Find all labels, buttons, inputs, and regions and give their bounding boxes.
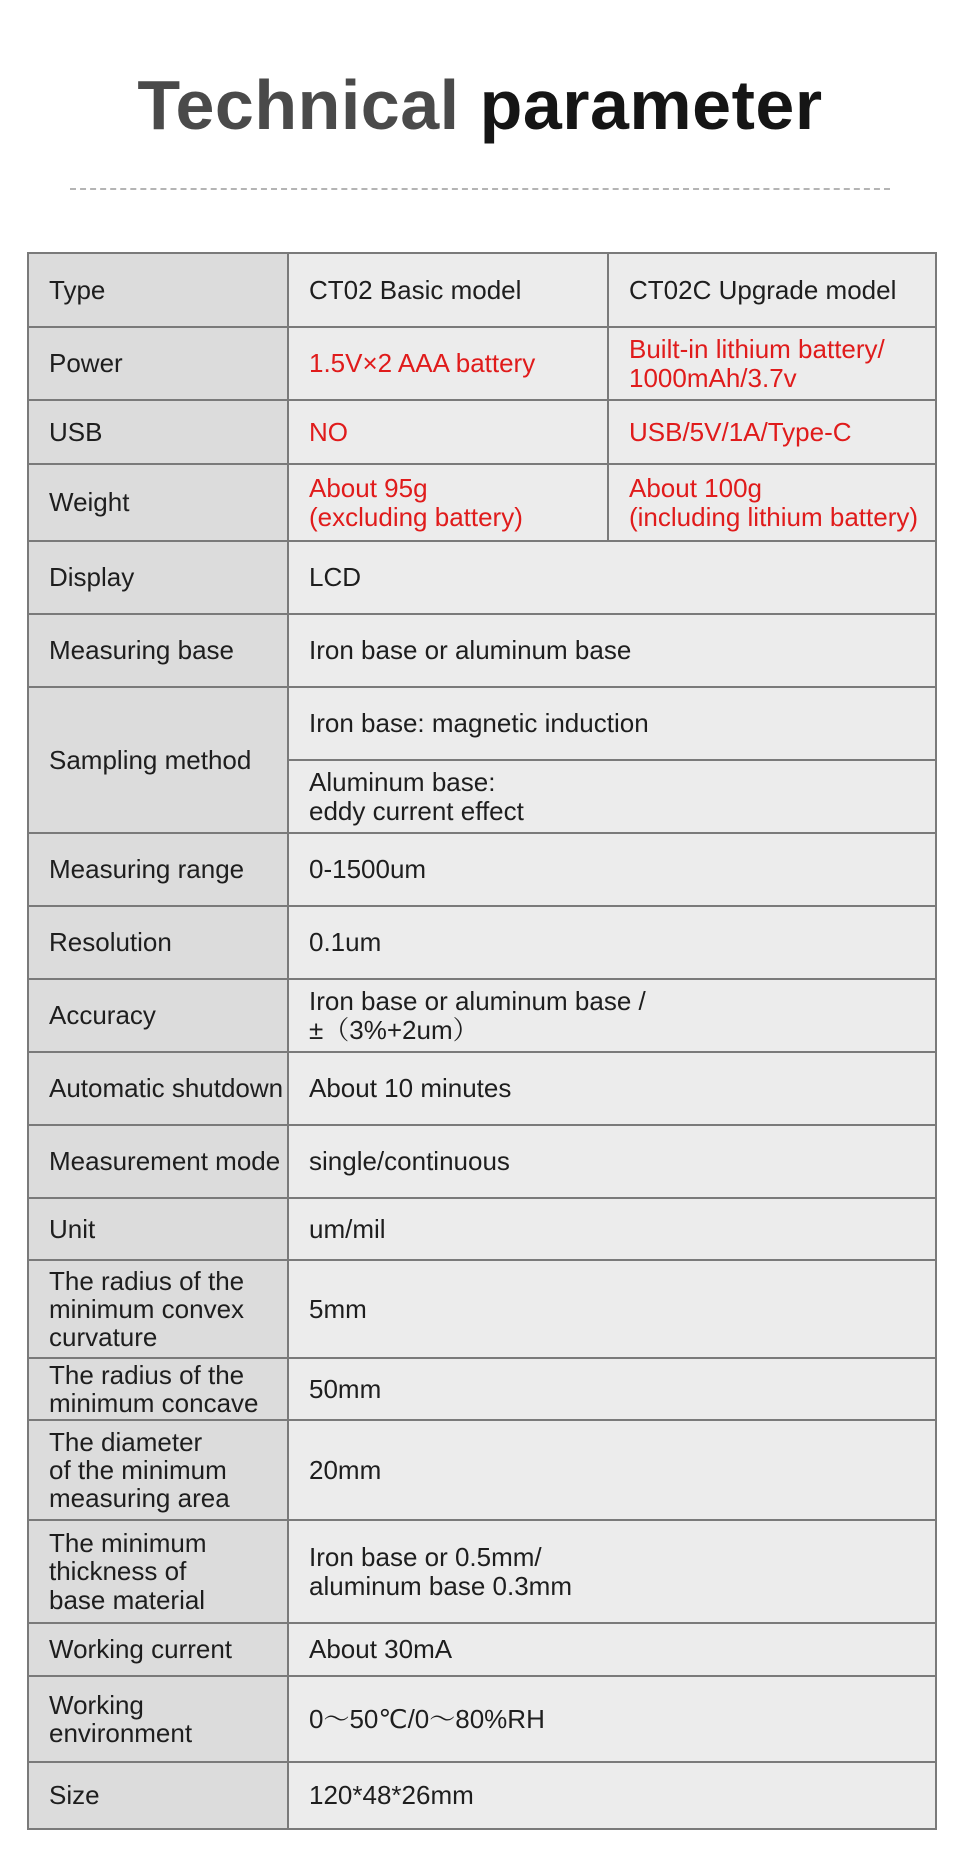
row-label-resolution: Resolution bbox=[28, 906, 288, 979]
convex-radius-value: 5mm bbox=[288, 1260, 936, 1358]
row-label-min-area-diameter: The diameter of the minimum measuring area bbox=[28, 1420, 288, 1520]
row-label-working-current: Working current bbox=[28, 1623, 288, 1676]
row-label-working-environment: Working environment bbox=[28, 1676, 288, 1762]
page-title bbox=[0, 66, 960, 144]
weight-upgrade-value: About 100g (including lithium battery) bbox=[608, 464, 936, 541]
row-resolution bbox=[28, 906, 936, 979]
row-working-current bbox=[28, 1623, 936, 1676]
row-measurement-mode bbox=[28, 1125, 936, 1198]
resolution-value: 0.1um bbox=[288, 906, 936, 979]
row-usb bbox=[28, 400, 936, 464]
row-label-measurement-mode: Measurement mode bbox=[28, 1125, 288, 1198]
row-min-area-diameter bbox=[28, 1420, 936, 1520]
sampling-method-iron-value: Iron base: magnetic induction bbox=[288, 687, 936, 760]
weight-basic-value: About 95g (excluding battery) bbox=[288, 464, 608, 541]
title-divider bbox=[70, 188, 890, 190]
spec-table bbox=[27, 252, 937, 1830]
type-upgrade-value: CT02C Upgrade model bbox=[608, 253, 936, 327]
working-current-value: About 30mA bbox=[288, 1623, 936, 1676]
unit-value: um/mil bbox=[288, 1198, 936, 1260]
row-label-min-base-thickness: The minimum thickness of base material bbox=[28, 1520, 288, 1623]
row-working-environment bbox=[28, 1676, 936, 1762]
title-word-technical: Technical bbox=[137, 66, 460, 144]
row-label-sampling-method: Sampling method bbox=[28, 687, 288, 833]
row-label-convex-radius: The radius of the minimum convex curvature bbox=[28, 1260, 288, 1358]
row-label-measuring-base: Measuring base bbox=[28, 614, 288, 687]
power-basic-value: 1.5V×2 AAA battery bbox=[288, 327, 608, 400]
usb-upgrade-value: USB/5V/1A/Type-C bbox=[608, 400, 936, 464]
min-base-thickness-value: Iron base or 0.5mm/ aluminum base 0.3mm bbox=[288, 1520, 936, 1623]
row-convex-radius bbox=[28, 1260, 936, 1358]
size-value: 120*48*26mm bbox=[288, 1762, 936, 1829]
measuring-base-value: Iron base or aluminum base bbox=[288, 614, 936, 687]
row-label-measuring-range: Measuring range bbox=[28, 833, 288, 906]
row-unit bbox=[28, 1198, 936, 1260]
measuring-range-value: 0-1500um bbox=[288, 833, 936, 906]
automatic-shutdown-value: About 10 minutes bbox=[288, 1052, 936, 1125]
row-size bbox=[28, 1762, 936, 1829]
row-measuring-range bbox=[28, 833, 936, 906]
row-label-usb: USB bbox=[28, 400, 288, 464]
type-basic-value: CT02 Basic model bbox=[288, 253, 608, 327]
row-label-concave-radius: The radius of the minimum concave bbox=[28, 1358, 288, 1420]
title-word-parameter: parameter bbox=[479, 66, 823, 144]
row-power bbox=[28, 327, 936, 400]
accuracy-value: Iron base or aluminum base / ±（3%+2um） bbox=[288, 979, 936, 1052]
row-automatic-shutdown bbox=[28, 1052, 936, 1125]
row-weight bbox=[28, 464, 936, 541]
row-concave-radius bbox=[28, 1358, 936, 1420]
display-value: LCD bbox=[288, 541, 936, 614]
row-label-type: Type bbox=[28, 253, 288, 327]
row-label-unit: Unit bbox=[28, 1198, 288, 1260]
sampling-method-aluminum-value: Aluminum base: eddy current effect bbox=[288, 760, 936, 833]
row-accuracy bbox=[28, 979, 936, 1052]
row-label-accuracy: Accuracy bbox=[28, 979, 288, 1052]
row-display bbox=[28, 541, 936, 614]
concave-radius-value: 50mm bbox=[288, 1358, 936, 1420]
power-upgrade-value: Built-in lithium battery/ 1000mAh/3.7v bbox=[608, 327, 936, 400]
row-label-power: Power bbox=[28, 327, 288, 400]
row-label-weight: Weight bbox=[28, 464, 288, 541]
row-label-display: Display bbox=[28, 541, 288, 614]
row-label-size: Size bbox=[28, 1762, 288, 1829]
row-type bbox=[28, 253, 936, 327]
working-environment-value: 0～50℃/0～80%RH bbox=[288, 1676, 936, 1762]
usb-basic-value: NO bbox=[288, 400, 608, 464]
min-area-diameter-value: 20mm bbox=[288, 1420, 936, 1520]
measurement-mode-value: single/continuous bbox=[288, 1125, 936, 1198]
row-min-base-thickness bbox=[28, 1520, 936, 1623]
row-sampling-method-1 bbox=[28, 687, 936, 760]
row-label-automatic-shutdown: Automatic shutdown bbox=[28, 1052, 288, 1125]
row-measuring-base bbox=[28, 614, 936, 687]
